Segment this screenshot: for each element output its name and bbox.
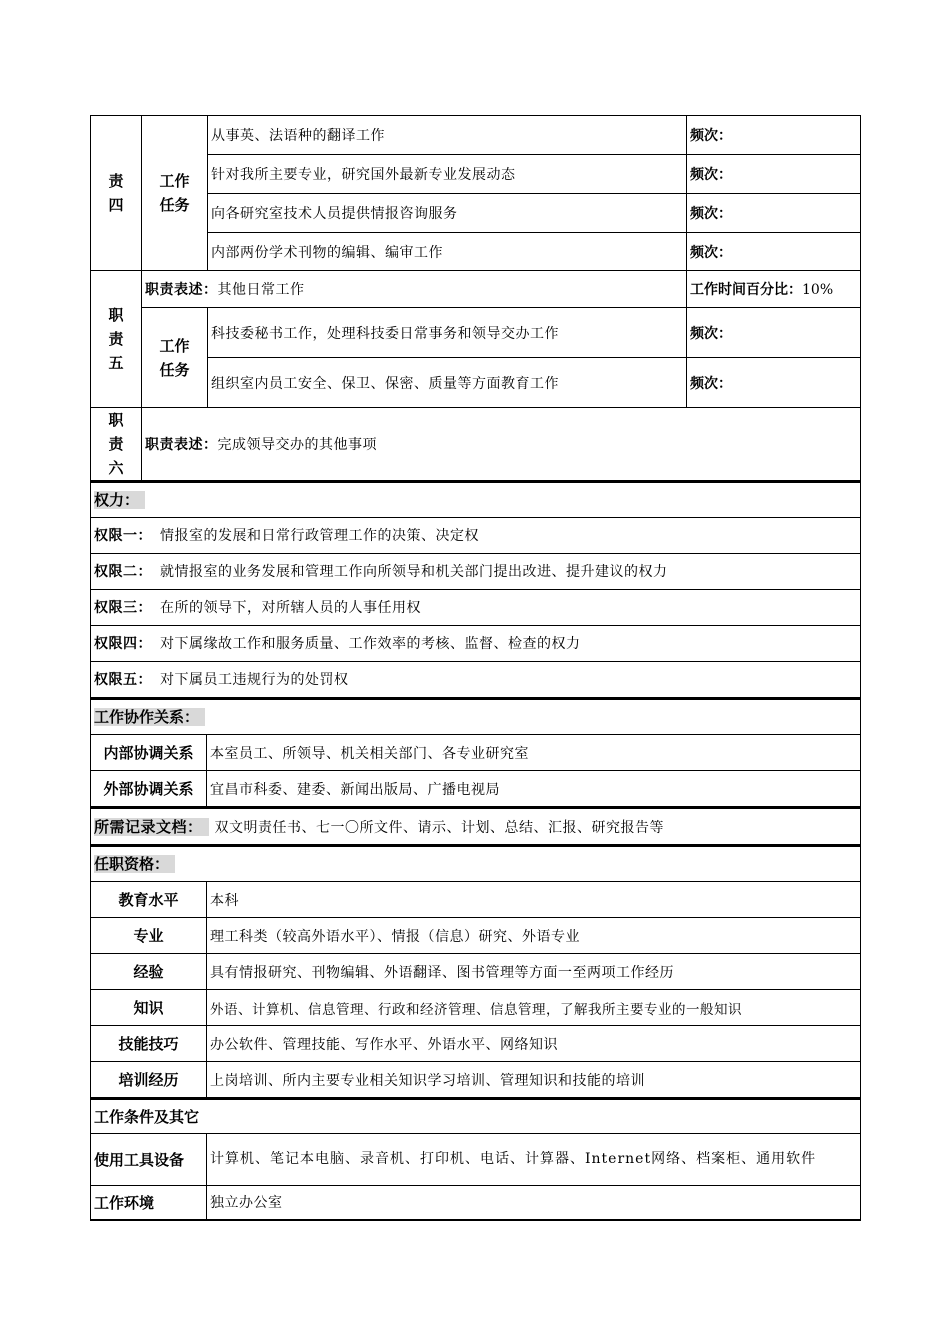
duty5-percent [687, 271, 861, 308]
authority-label-1: 权限一： [94, 528, 152, 544]
duty-table [90, 115, 861, 481]
environment-value: 独立办公室 [207, 1185, 861, 1220]
duty4-name: 责 四 [91, 116, 142, 271]
external-coordination-value: 宜昌市科委、建委、新闻出版局、广播电视局 [207, 771, 861, 807]
job-description-document [90, 115, 860, 1221]
authority-item-1 [91, 517, 861, 553]
authority-text-3: 在所的领导下，对所辖人员的人事任用权 [160, 600, 421, 616]
qualification-label-skills: 技能技巧 [91, 1026, 207, 1062]
cooperation-title: 工作协作关系： [91, 699, 861, 735]
duty5-freq-1: 频次： [687, 308, 861, 358]
duty5-task-2: 组织室内员工安全、保卫、保密、质量等方面教育工作 [208, 358, 687, 408]
environment-label: 工作环境 [91, 1185, 207, 1220]
authority-title: 权力： [91, 482, 861, 517]
authority-label-3: 权限三： [94, 600, 152, 616]
conditions-table [90, 1098, 861, 1221]
qualification-label-major: 专业 [91, 918, 207, 954]
tools-value: 计算机、笔记本电脑、录音机、打印机、电话、计算器、Internet网络、档案柜、通用软件 [207, 1133, 861, 1185]
qualification-value-major: 理工科类（较高外语水平）、情报（信息）研究、外语专业 [207, 918, 861, 954]
tools-label: 使用工具设备 [91, 1133, 207, 1185]
authority-text-4: 对下属缘故工作和服务质量、工作效率的考核、监督、检查的权力 [160, 636, 581, 652]
records-table [90, 807, 861, 845]
internal-coordination-label: 内部协调关系 [91, 735, 207, 771]
qualifications-table [90, 845, 861, 1099]
duty6-desc-text: 完成领导交办的其他事项 [217, 437, 377, 453]
qualification-value-training: 上岗培训、所内主要专业相关知识学习培训、管理知识和技能的培训 [207, 1062, 861, 1098]
duty5-percent-value: 10% [802, 282, 834, 298]
duty5-percent-label: 工作时间百分比： [690, 282, 802, 298]
records-row [91, 808, 861, 844]
qualification-value-skills: 办公软件、管理技能、写作水平、外语水平、网络知识 [207, 1026, 861, 1062]
conditions-title: 工作条件及其它 [91, 1099, 861, 1133]
authority-text-1: 情报室的发展和日常行政管理工作的决策、决定权 [160, 528, 479, 544]
duty5-description [142, 271, 687, 308]
duty4-task-4: 内部两份学术刊物的编辑、编审工作 [208, 233, 687, 271]
authority-item-5 [91, 661, 861, 697]
internal-coordination-value: 本室员工、所领导、机关相关部门、各专业研究室 [207, 735, 861, 771]
duty5-task-1: 科技委秘书工作，处理科技委日常事务和领导交办工作 [208, 308, 687, 358]
duty4-freq-2: 频次： [687, 155, 861, 194]
authority-label-2: 权限二： [94, 564, 152, 580]
qualification-value-experience: 具有情报研究、刊物编辑、外语翻译、图书管理等方面一至两项工作经历 [207, 954, 861, 990]
duty6-desc-label: 职责表述： [145, 437, 218, 453]
duty5-desc-text: 其他日常工作 [217, 282, 305, 298]
cooperation-table [90, 698, 861, 808]
duty4-task-2: 针对我所主要专业，研究国外最新专业发展动态 [208, 155, 687, 194]
records-text: 双文明责任书、七一〇所文件、请示、计划、总结、汇报、研究报告等 [214, 819, 665, 836]
duty4-freq-1: 频次： [687, 116, 861, 155]
duty5-desc-label: 职责表述： [145, 282, 218, 298]
authority-item-3 [91, 589, 861, 625]
duty4-task-3: 向各研究室技术人员提供情报咨询服务 [208, 194, 687, 233]
authority-item-2 [91, 553, 861, 589]
duty6-name: 职 责 六 [91, 408, 142, 481]
qualification-value-education: 本科 [207, 882, 861, 918]
duty6-description [142, 408, 861, 481]
qualification-label-training: 培训经历 [91, 1062, 207, 1098]
duty4-task-label: 工作 任务 [142, 116, 208, 271]
qualification-label-experience: 经验 [91, 954, 207, 990]
duty5-freq-2: 频次： [687, 358, 861, 408]
authority-label-5: 权限五： [94, 672, 152, 688]
duty5-name: 职 责 五 [91, 271, 142, 408]
authority-label-4: 权限四： [94, 636, 152, 652]
authority-item-4 [91, 625, 861, 661]
duty4-freq-4: 频次： [687, 233, 861, 271]
qualification-value-knowledge: 外语、计算机、信息管理、行政和经济管理、信息管理，了解我所主要专业的一般知识 [207, 990, 861, 1026]
qualification-label-education: 教育水平 [91, 882, 207, 918]
qualification-label-knowledge: 知识 [91, 990, 207, 1026]
qualifications-title: 任职资格： [91, 846, 861, 882]
duty4-freq-3: 频次： [687, 194, 861, 233]
duty4-task-1: 从事英、法语种的翻译工作 [208, 116, 687, 155]
authority-text-2: 就情报室的业务发展和管理工作向所领导和机关部门提出改进、提升建议的权力 [160, 564, 668, 580]
duty5-task-label: 工作 任务 [142, 308, 208, 408]
authority-table [90, 481, 861, 698]
records-label: 所需记录文档： [94, 818, 209, 836]
external-coordination-label: 外部协调关系 [91, 771, 207, 807]
authority-text-5: 对下属员工违规行为的处罚权 [160, 672, 349, 688]
